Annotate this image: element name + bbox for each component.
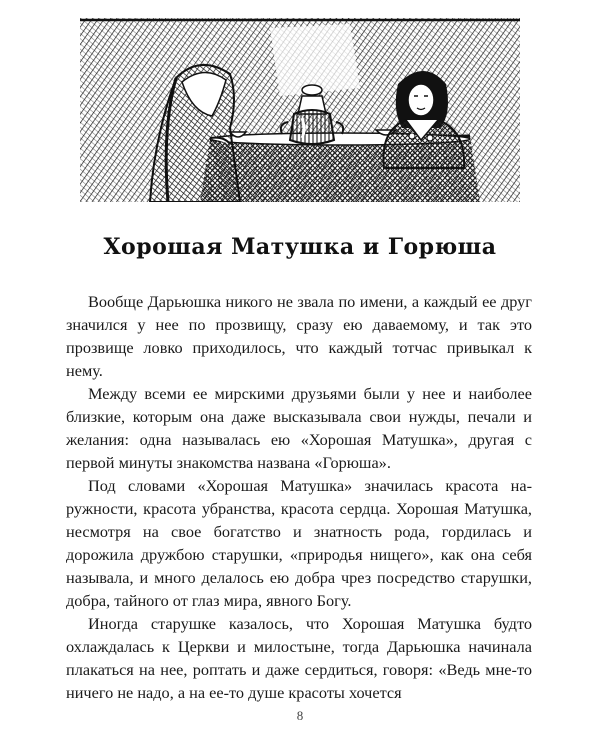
paragraph-1: Вообще Дарьюшка никого не звала по имени, а каждый ее друг значился у нее по прозвищу, сразу ею даваемому, и так это прозвище ловко приходилось, что каждый тотчас привыкал к нему. [66, 292, 532, 380]
page-number: 8 [296, 708, 304, 723]
paragraph-3: Под словами «Хорошая Матушка» значилась красота наружности, красота убранства, красота сердца. Хорошая Матушка, несмотря на свое богатство и знатность рода, гордилась и дорожила дружбою старушки, «природья нищего», как она себя называла, и много делалось ею добра чрез посредство старушки, добра, тайного от глаз мира, явного Богу. [66, 476, 532, 610]
paragraph-4: Иногда старушке казалось, что Хорошая Матушка будто охлаждалась к Церкви и милостыне, тогда Дарьюшка начинала плакаться на нее, роптать и даже сердиться, говоря: «Ведь мне-то ничего не надо, а на ее-то душе красоты хочется [66, 614, 532, 702]
header-illustration [80, 18, 520, 202]
paragraph-2: Между всеми ее мирскими друзьями были у нее и наиболее близкие, которым она даже высказывала свои нужды, печали и желания: одна называлась ею «Хорошая Матушка», другая с первой минуты знакомства названа «Горюша». [66, 384, 532, 472]
chapter-title: Хорошая Матушка и Горюша [103, 234, 497, 260]
ink-engraving-two-women-samovar [80, 18, 520, 202]
chapter-text [66, 290, 532, 704]
